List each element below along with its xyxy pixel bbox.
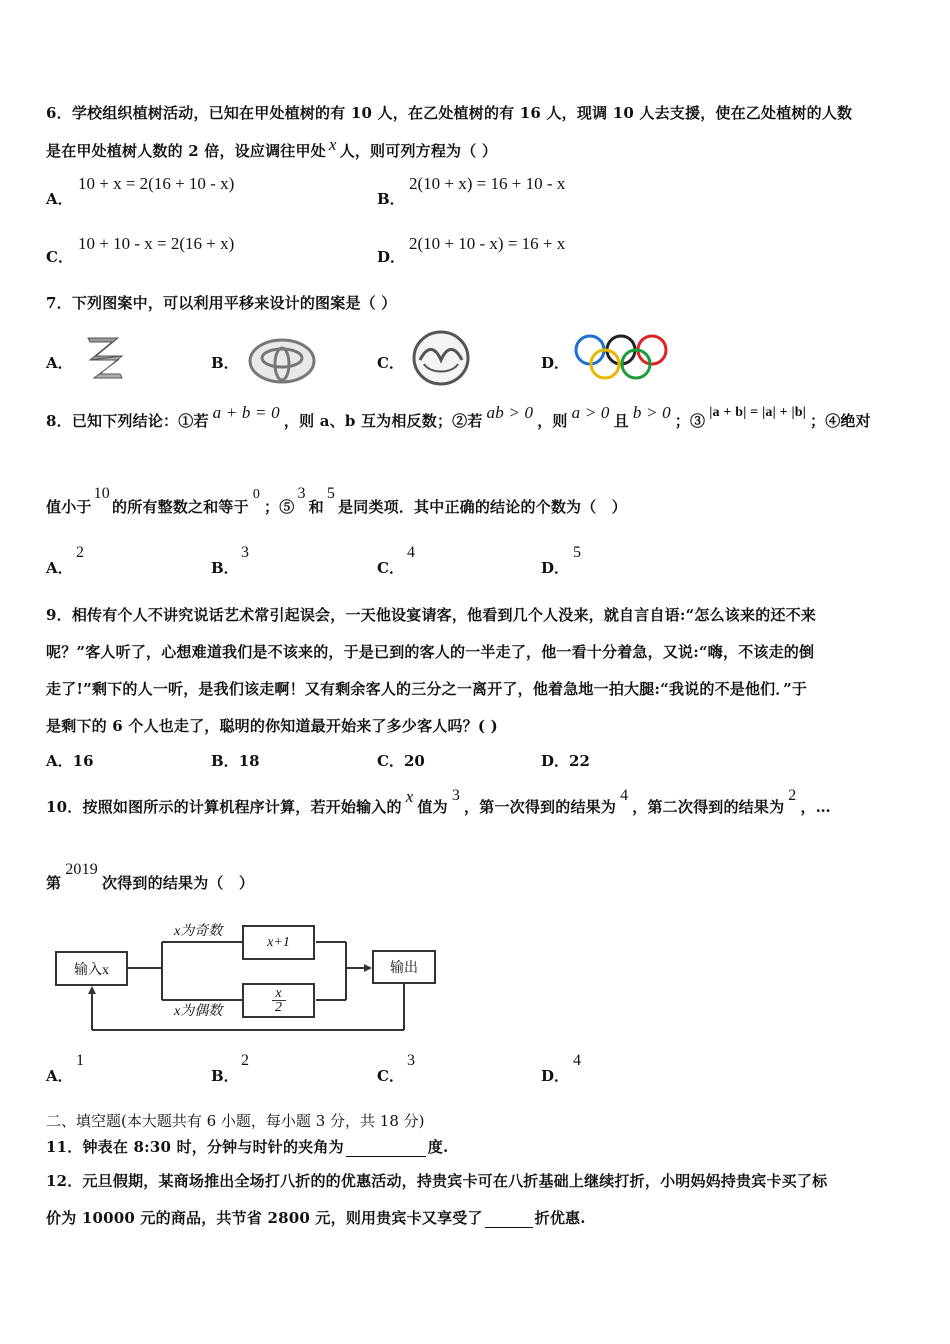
- q10-option-b-value: 2: [241, 1052, 249, 1069]
- q10-stem-line2: 第2019次得到的结果为（ ）: [46, 861, 255, 892]
- q6-option-d-expr: 2(10 + 10 - x) = 16 + x: [409, 234, 566, 253]
- q7-option-b-label[interactable]: B．: [211, 354, 239, 372]
- q6-option-c-label[interactable]: C．: [46, 248, 73, 266]
- q12-answer-blank[interactable]: [485, 1209, 533, 1228]
- flow-even-numerator: x: [275, 986, 282, 1001]
- q10-option-d-label[interactable]: D．: [541, 1067, 570, 1085]
- q8-option-c-value: 4: [407, 544, 415, 561]
- q8-option-b-label[interactable]: B．: [211, 559, 239, 577]
- q10-option-b-label[interactable]: B．: [211, 1067, 239, 1085]
- flow-odd-label: x为奇数: [174, 924, 223, 939]
- q8-option-d-label[interactable]: D．: [541, 559, 570, 577]
- q7-option-c-label[interactable]: C．: [377, 354, 404, 372]
- q10-option-a-value: 1: [76, 1052, 84, 1069]
- q6-option-b-expr: 2(10 + x) = 16 + 10 - x: [409, 174, 566, 193]
- q6-option-a-expr: 10 + x = 2(16 + 10 - x): [78, 174, 235, 193]
- q8-stem-line2: 值小于10的所有整数之和等于0；⑤3和5是同类项．其中正确的结论的个数为（ ）: [46, 485, 627, 516]
- q9-stem-line2: 呢？”客人听了，心想难道我们是不该来的，于是已到的客人的一半走了，他一看十分着急，又说:“嗨，不该走的倒: [46, 643, 815, 661]
- q9-option-d[interactable]: D．22: [541, 752, 590, 770]
- toyota-logo-icon: [248, 338, 316, 384]
- mazda-logo-icon: [412, 330, 470, 386]
- q10-option-a-label[interactable]: A．: [46, 1067, 73, 1085]
- q10-option-c-value: 3: [407, 1052, 415, 1069]
- q9-stem-line4: 是剩下的 6 个人也走了，聪明的你知道最开始来了多少客人吗？( ): [46, 717, 498, 735]
- flow-input-box: 输入x: [55, 951, 128, 986]
- q6-option-b-label[interactable]: B．: [377, 190, 405, 208]
- q8-option-c-label[interactable]: C．: [377, 559, 404, 577]
- flow-odd-op-box: x+1: [242, 925, 315, 960]
- q11-answer-blank[interactable]: [346, 1138, 426, 1157]
- q10-stem-line1: 10．按照如图所示的计算机程序计算，若开始输入的x值为3，第一次得到的结果为4，第二次得到的结果为2，…: [46, 787, 831, 816]
- q12-stem-line1: 12．元旦假期，某商场推出全场打八折的的优惠活动，持贵宾卡可在八折基础上继续打折，小明妈妈持贵宾卡买了标: [46, 1172, 828, 1190]
- q9-option-b[interactable]: B．18: [211, 752, 260, 770]
- suzuki-logo-icon: [78, 330, 130, 382]
- flow-even-label: x为偶数: [174, 1004, 223, 1019]
- q9-stem-line1: 9．相传有个人不讲究说话艺术常引起误会，一天他设宴请客，他看到几个人没来，就自言自语:“怎么该来的还不来: [46, 606, 817, 624]
- flow-even-op-box: [242, 983, 315, 1018]
- flow-even-denominator: 2: [275, 1000, 282, 1015]
- q6-stem-line1: 6．学校组织植树活动，已知在甲处植树的有 10 人，在乙处植树的有 16 人，现调 10 人去支援，使在乙处植树的人数: [46, 104, 853, 122]
- q7-option-a-label[interactable]: A．: [46, 354, 73, 372]
- q8-option-b-value: 3: [241, 544, 249, 561]
- flow-output-box: 输出: [372, 950, 436, 984]
- q10-option-d-value: 4: [573, 1052, 581, 1069]
- q8-option-a-value: 2: [76, 544, 84, 561]
- q6-option-a-label[interactable]: A．: [46, 190, 73, 208]
- q6-stem-line2: 是在甲处植树人数的 2 倍，设应调往甲处 x 人，则可列方程为（ ）: [46, 135, 498, 160]
- q8-option-d-value: 5: [573, 544, 581, 561]
- q7-option-d-label[interactable]: D．: [541, 354, 570, 372]
- olympic-rings-logo-icon: [572, 332, 670, 382]
- q6-option-d-label[interactable]: D．: [377, 248, 406, 266]
- q6-option-c-expr: 10 + 10 - x = 2(16 + x): [78, 234, 235, 253]
- q10-option-c-label[interactable]: C．: [377, 1067, 404, 1085]
- q12-stem-line2: 价为 10000 元的商品，共节省 2800 元，则用贵宾卡又享受了 折优惠.: [46, 1209, 586, 1227]
- section-2-title: 二、填空题(本大题共有 6 小题，每小题 3 分，共 18 分): [46, 1112, 425, 1130]
- q9-option-c[interactable]: C．20: [377, 752, 425, 770]
- q9-option-a[interactable]: A．16: [46, 752, 94, 770]
- q9-stem-line3: 走了!”剩下的人一听，是我们该走啊！又有剩余客人的三分之一离开了，他着急地一拍大腿:“我说的不是他们．”于: [46, 680, 808, 698]
- q7-stem: 7．下列图案中，可以利用平移来设计的图案是（ ）: [46, 294, 397, 312]
- q8-stem-line1: 8．已知下列结论：①若 a + b = 0 ，则 a、b 互为相反数；②若 ab > 0 ，则 a > 0 且 b > 0 ；③ |a + b| = |a| + |b| ；④绝对: [46, 403, 871, 430]
- q11-stem: 11．钟表在 8:30 时，分钟与时针的夹角为 度.: [46, 1138, 449, 1156]
- q8-option-a-label[interactable]: A．: [46, 559, 73, 577]
